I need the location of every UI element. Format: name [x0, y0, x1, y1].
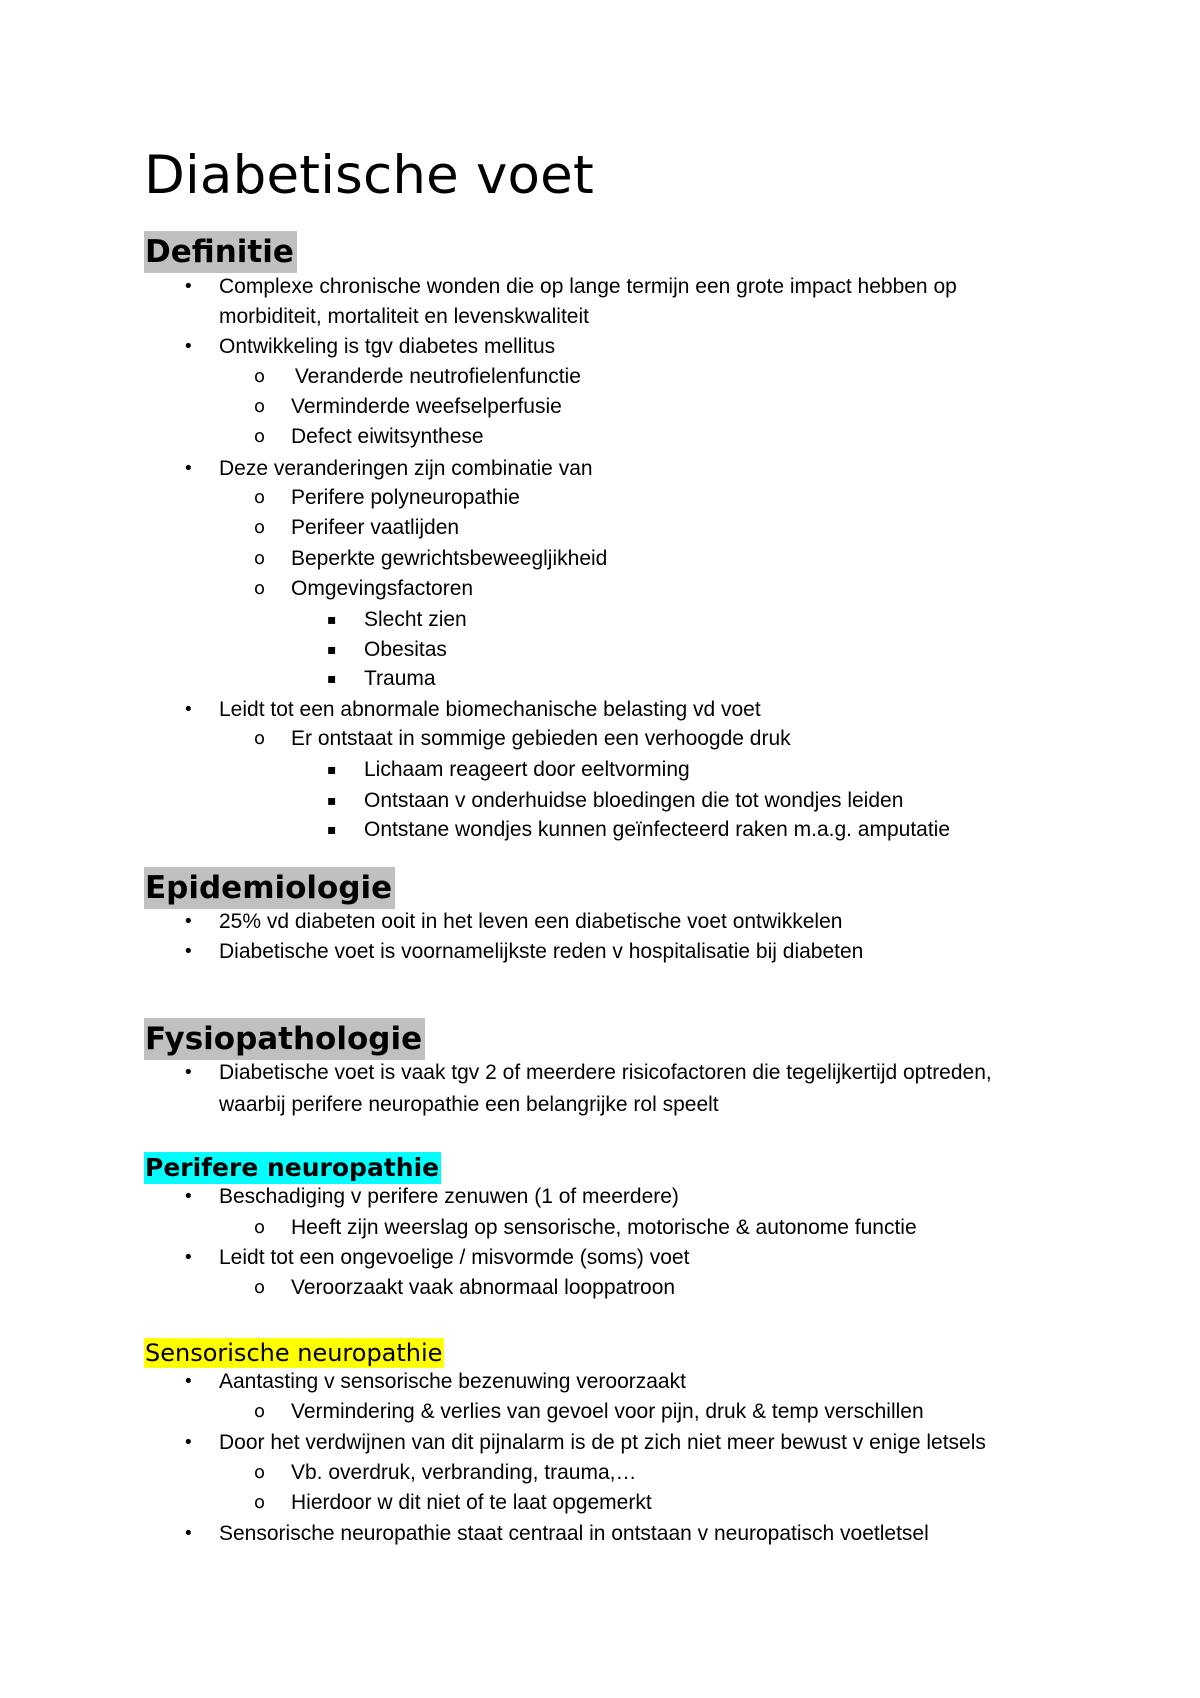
sub-sub-bullet-marker: ▪: [327, 793, 337, 809]
bullet-marker: •: [183, 941, 194, 962]
sub-sub-bullet-marker: ▪: [327, 642, 337, 658]
list-subitem: Hierdoor w dit niet of te laat opgemerkt: [291, 1491, 652, 1514]
sub-bullet-marker: o: [254, 1401, 266, 1422]
sub-bullet-marker: o: [254, 1217, 266, 1238]
sub-bullet-marker: o: [254, 548, 266, 569]
sub-sub-bullet-marker: ▪: [327, 612, 337, 628]
bullet-marker: •: [183, 276, 194, 297]
list-subsubitem: Lichaam reageert door eeltvorming: [364, 758, 690, 781]
sub-bullet-marker: o: [254, 728, 266, 749]
sub-sub-bullet-marker: ▪: [327, 822, 337, 838]
list-item: Door het verdwijnen van dit pijnalarm is de pt zich niet meer bewust v enige letsels: [219, 1431, 986, 1454]
list-subitem: Verminderde weefselperfusie: [291, 395, 562, 418]
heading-definitie: Definitie: [144, 231, 297, 273]
bullet-marker: •: [183, 1247, 194, 1268]
sub-bullet-marker: o: [254, 1462, 266, 1483]
sub-bullet-marker: o: [254, 1277, 266, 1298]
list-subitem: Perifere polyneuropathie: [291, 486, 520, 509]
list-subitem: Veroorzaakt vaak abnormaal looppatroon: [291, 1276, 676, 1299]
sub-sub-bullet-marker: ▪: [327, 671, 337, 687]
heading-perifere-neuropathie: Perifere neuropathie: [145, 1153, 440, 1182]
sub-bullet-marker: o: [254, 1492, 266, 1513]
list-item-continuation: waarbij perifere neuropathie een belangrijke rol speelt: [219, 1093, 719, 1116]
list-subsubitem: Ontstaan v onderhuidse bloedingen die tot wondjes leiden: [364, 789, 904, 812]
list-subitem: Vb. overdruk, verbranding, trauma,…: [291, 1461, 637, 1484]
list-item: Beschadiging v perifere zenuwen (1 of meerdere): [219, 1185, 679, 1208]
list-subitem: Heeft zijn weerslag op sensorische, motorische & autonome functie: [291, 1216, 917, 1239]
list-item-continuation: morbiditeit, mortaliteit en levenskwaliteit: [219, 305, 589, 328]
sub-bullet-marker: o: [254, 517, 266, 538]
sub-bullet-marker: o: [254, 426, 266, 447]
list-item: Leidt tot een abnormale biomechanische belasting vd voet: [219, 698, 761, 721]
list-subitem: Omgevingsfactoren: [291, 577, 474, 600]
heading-sensorische-neuropathie: Sensorische neuropathie: [145, 1339, 443, 1367]
list-subsubitem: Trauma: [364, 667, 436, 690]
heading-fysiopathologie: Fysiopathologie: [144, 1018, 425, 1060]
list-item: 25% vd diabeten ooit in het leven een diabetische voet ontwikkelen: [219, 910, 843, 933]
bullet-marker: •: [183, 1186, 194, 1207]
list-item: Sensorische neuropathie staat centraal in ontstaan v neuropatisch voetletsel: [219, 1522, 929, 1545]
list-subitem: Vermindering & verlies van gevoel voor pijn, druk & temp verschillen: [291, 1400, 924, 1423]
list-subsubitem: Obesitas: [364, 638, 447, 661]
list-subitem: Veranderde neutrofielenfunctie: [289, 365, 581, 388]
bullet-marker: •: [183, 911, 194, 932]
list-item: Deze veranderingen zijn combinatie van: [219, 457, 593, 480]
sub-bullet-marker: o: [254, 366, 266, 387]
bullet-marker: •: [183, 1523, 194, 1544]
list-subitem: Er ontstaat in sommige gebieden een verhoogde druk: [291, 727, 791, 750]
list-item: Diabetische voet is vaak tgv 2 of meerdere risicofactoren die tegelijkertijd optreden,: [219, 1061, 992, 1084]
sub-bullet-marker: o: [254, 396, 266, 417]
list-item: Ontwikkeling is tgv diabetes mellitus: [219, 335, 556, 358]
sub-bullet-marker: o: [254, 578, 266, 599]
list-subsubitem: Slecht zien: [364, 608, 467, 631]
page-title: Diabetische voet: [144, 145, 594, 206]
bullet-marker: •: [183, 336, 194, 357]
list-item: Leidt tot een ongevoelige / misvormde (soms) voet: [219, 1246, 690, 1269]
list-subitem: Defect eiwitsynthese: [291, 425, 484, 448]
bullet-marker: •: [183, 1062, 194, 1083]
bullet-marker: •: [183, 699, 194, 720]
sub-bullet-marker: o: [254, 487, 266, 508]
bullet-marker: •: [183, 458, 194, 479]
list-subitem: Perifeer vaatlijden: [291, 516, 460, 539]
heading-epidemiologie: Epidemiologie: [144, 867, 395, 909]
list-item: Aantasting v sensorische bezenuwing veroorzaakt: [219, 1370, 686, 1393]
sub-sub-bullet-marker: ▪: [327, 762, 337, 778]
bullet-marker: •: [183, 1371, 194, 1392]
list-item: Diabetische voet is voornamelijkste reden v hospitalisatie bij diabeten: [219, 940, 864, 963]
list-item: Complexe chronische wonden die op lange termijn een grote impact hebben op: [219, 275, 957, 298]
list-subitem: Beperkte gewrichtsbeweegljikheid: [291, 547, 608, 570]
list-subsubitem: Ontstane wondjes kunnen geïnfecteerd raken m.a.g. amputatie: [364, 818, 951, 841]
bullet-marker: •: [183, 1432, 194, 1453]
